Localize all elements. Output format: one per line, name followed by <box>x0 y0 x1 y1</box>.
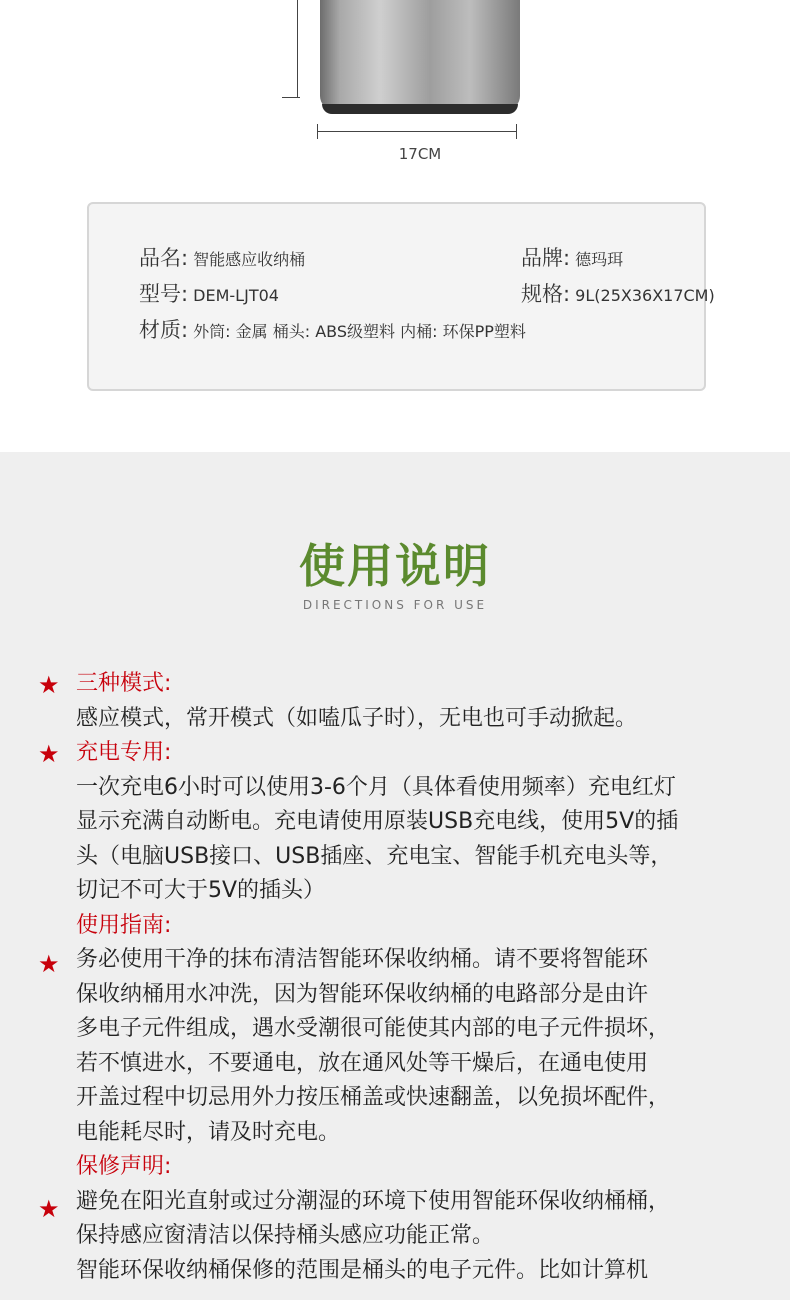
section-text-line: 若不慎进水，不要通电，放在通风处等干燥后，在通电使用 <box>76 1050 649 1076</box>
width-dimension-label: 17CM <box>398 145 442 163</box>
width-dimension-tick-right <box>516 124 517 139</box>
spec-size-key: 规格: <box>521 282 571 306</box>
usage-subtitle: DIRECTIONS FOR USE <box>302 598 488 612</box>
star-icon: ★ <box>38 740 60 768</box>
section-heading-charging: 充电专用: <box>76 740 172 765</box>
spec-material-key: 材质: <box>139 318 189 342</box>
width-dimension-line <box>318 131 517 132</box>
spec-material-value: 外筒: 金属 桶头: ABS级塑料 内桶: 环保PP塑料 <box>193 322 526 341</box>
spec-row-3 <box>139 316 526 344</box>
section-text-line: 头（电脑USB接口、USB插座、充电宝、智能手机充电头等， <box>76 843 673 869</box>
spec-brand-key: 品牌: <box>521 246 571 270</box>
spec-row-2 <box>139 280 715 308</box>
spec-name-value: 智能感应收纳桶 <box>193 250 306 269</box>
height-dimension-line <box>297 0 298 97</box>
section-text-line: 切记不可大于5V的插头） <box>76 878 326 903</box>
section-text-line: 保收纳桶用水冲洗，因为智能环保收纳桶的电路部分是由许 <box>76 981 649 1007</box>
section-text-line: 多电子元件组成，遇水受潮很可能使其内部的电子元件损坏， <box>76 1016 671 1041</box>
spec-brand-value: 德玛珥 <box>575 250 624 269</box>
section-text-line: 显示充满自动断电。充电请使用原装USB充电线，使用5V的插 <box>76 809 679 834</box>
height-dimension-tick <box>282 97 300 98</box>
width-dimension-tick-left <box>317 124 318 139</box>
trash-bin-image <box>320 0 520 110</box>
star-icon: ★ <box>38 671 60 699</box>
spec-model-value: DEM-LJT04 <box>193 286 279 305</box>
spec-brand <box>521 244 623 274</box>
section-text-line: 电能耗尽时，请及时充电。 <box>76 1119 341 1145</box>
section-text-line: 一次充电6小时可以使用3-6个月（具体看使用频率）充电红灯 <box>76 774 676 800</box>
spec-size-value: 9L(25X36X17CM) <box>575 286 715 305</box>
section-heading-guide: 使用指南: <box>76 912 172 938</box>
trash-bin-base <box>322 104 518 114</box>
section-text-line: 避免在阳光直射或过分潮湿的环境下使用智能环保收纳桶桶， <box>76 1188 671 1214</box>
section-text-line: 智能环保收纳桶保修的范围是桶头的电子元件。比如计算机 <box>76 1257 649 1283</box>
usage-title: 使用说明 <box>299 539 491 593</box>
usage-body <box>76 667 756 1288</box>
spec-model-key: 型号: <box>139 282 189 306</box>
star-icon: ★ <box>38 950 60 978</box>
spec-size <box>521 280 715 310</box>
section-text-line: 开盖过程中切忌用外力按压桶盖或快速翻盖，以免损坏配件， <box>76 1085 671 1110</box>
section-text-line: 保持感应窗清洁以保持桶头感应功能正常。 <box>76 1223 495 1248</box>
section-text-line: 感应模式，常开模式（如嗑瓜子时），无电也可手动掀起。 <box>76 705 638 731</box>
spec-row-1 <box>139 244 624 272</box>
spec-box <box>87 202 715 391</box>
star-icon: ★ <box>38 1195 60 1223</box>
section-heading-warranty: 保修声明: <box>76 1154 172 1179</box>
section-heading-modes: 三种模式: <box>76 671 172 696</box>
spec-name-key: 品名: <box>139 246 189 270</box>
section-text-line: 务必使用干净的抹布清洁智能环保收纳桶。请不要将智能环 <box>76 947 649 972</box>
product-image-area <box>0 0 790 452</box>
